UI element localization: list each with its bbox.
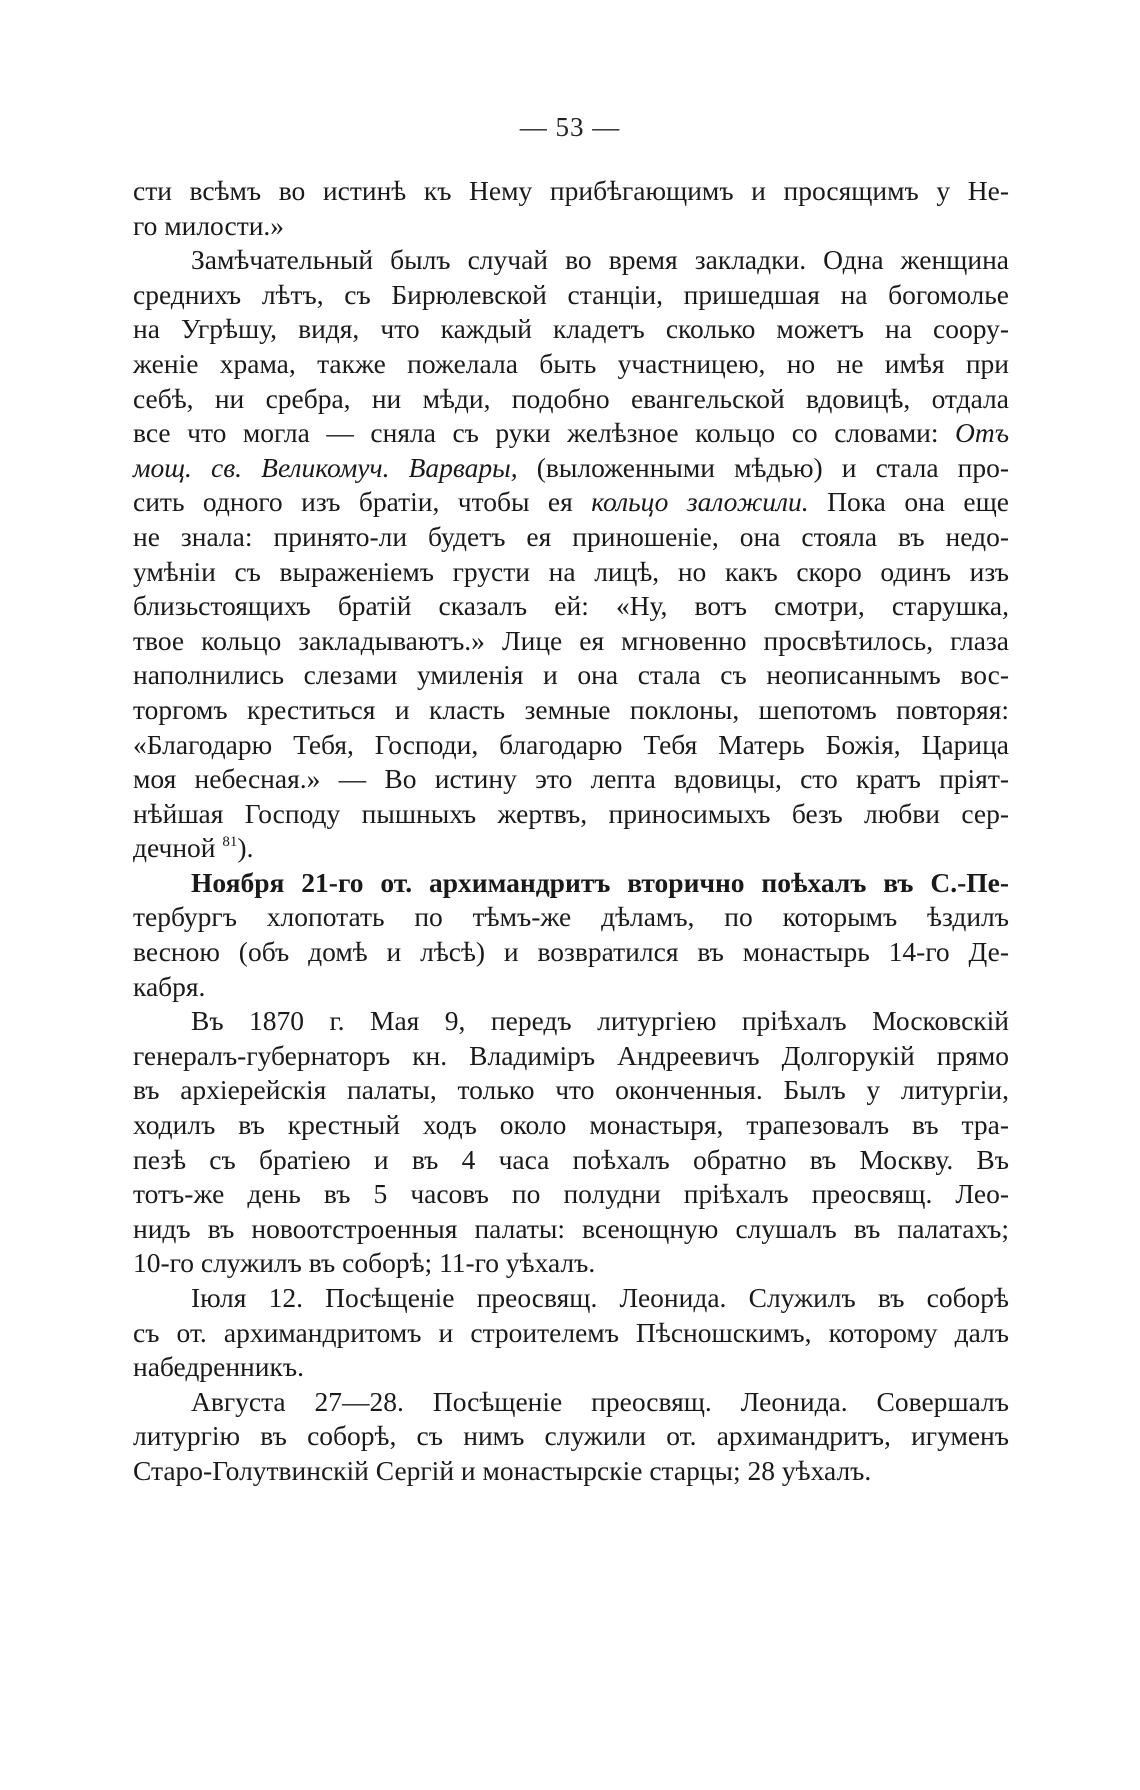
text-line: Іюля 12. Посѣщеніе преосвящ. Леонида. Служилъ въ соборѣ bbox=[191, 1282, 1009, 1313]
text-line: весною (объ домѣ и лѣсѣ) и возвратился въ монастырь 14-го Де- bbox=[133, 936, 1009, 968]
text-line: 10-го служилъ въ соборѣ; 11-го уѣхалъ. bbox=[133, 1247, 596, 1279]
page-number: — 53 — bbox=[519, 112, 621, 142]
text-line bbox=[133, 451, 1009, 486]
text-line: сти всѣмъ во истинѣ къ Нему прибѣгающимъ и просящимъ у Не- bbox=[133, 175, 1009, 206]
footnote-reference: 81 bbox=[222, 834, 238, 851]
text-line: наполнились слезами умиленія и она стала съ неописаннымъ вос- bbox=[133, 659, 1009, 691]
text-line: набедренникъ. bbox=[133, 1351, 304, 1383]
text-line: не знала: принято-ли будетъ ея приношеніе, она стояла въ недо- bbox=[133, 520, 1009, 552]
paragraph-3 bbox=[133, 866, 1009, 1004]
body-text bbox=[133, 174, 1009, 1489]
text-line: Старо-Голутвинскій Сергій и монастырскіе старцы; 28 уѣхалъ. bbox=[133, 1454, 872, 1486]
text-run: сить одного изъ братіи, чтобы ея bbox=[133, 486, 573, 518]
text-run: ). bbox=[237, 832, 254, 864]
text-line: Августа 27—28. Посѣщеніе преосвящ. Леонида. Совершалъ bbox=[191, 1385, 1009, 1417]
text-line: нидъ въ новоотстроенныя палаты: всенощную слушалъ въ палатахъ; bbox=[133, 1212, 1009, 1244]
text-line: генералъ-губернаторъ кн. Владиміръ Андреевичъ Долгорукій прямо bbox=[133, 1039, 1009, 1071]
italic-run: мощ. св. Великомуч. Варвары, bbox=[133, 451, 518, 483]
text-line: себѣ, ни сребра, ни мѣди, подобно евангельской вдовицѣ, отдала bbox=[133, 382, 1009, 414]
text-line bbox=[133, 485, 1009, 520]
paragraph-6 bbox=[133, 1385, 1009, 1489]
text-line: Въ 1870 г. Мая 9, передъ литургіею пріѣхалъ Московскій bbox=[191, 1005, 1009, 1037]
text-line: женіе храма, также пожелала быть участницею, но не имѣя при bbox=[133, 347, 1009, 379]
text-line: Замѣчательный былъ случай во время закладки. Одна женщина bbox=[191, 244, 1009, 276]
text-line: тербургъ хлопотать по тѣмъ-же дѣламъ, по которымъ ѣздилъ bbox=[133, 901, 1009, 933]
text-line: твое кольцо закладываютъ.» Лице ея мгновенно просвѣтилось, глаза bbox=[133, 624, 1009, 656]
text-line: литургію въ соборѣ, съ нимъ служили от. архимандритъ, игуменъ bbox=[133, 1420, 1009, 1452]
text-line: близьстоящихъ братій сказалъ ей: «Ну, вотъ смотри, старушка, bbox=[133, 590, 1009, 622]
text-line: кабря. bbox=[133, 970, 206, 1002]
text-line: нѣйшая Господу пышныхъ жертвъ, приносимыхъ безъ любви сер- bbox=[133, 797, 1009, 829]
paragraph-2 bbox=[133, 243, 1009, 866]
text-line: тотъ-же день въ 5 часовъ по полудни пріѣхалъ преосвящ. Лео- bbox=[133, 1178, 1009, 1210]
text-line: «Благодарю Тебя, Господи, благодарю Тебя Матерь Божія, Царица bbox=[133, 728, 1009, 760]
text-line: съ от. архимандритомъ и строителемъ Пѣсношскимъ, которому далъ bbox=[133, 1316, 1009, 1348]
text-line: моя небесная.» — Во истину это лепта вдовицы, сто кратъ пріят- bbox=[133, 763, 1009, 795]
text-line: среднихъ лѣтъ, съ Бирюлевской станціи, пришедшая на богомолье bbox=[133, 278, 1009, 310]
text-line: на Угрѣшу, видя, что каждый кладетъ сколько можетъ на соору- bbox=[133, 313, 1009, 345]
text-line: ходилъ въ крестный ходъ около монастыря, трапезовалъ въ тра- bbox=[133, 1109, 1009, 1141]
text-line: торгомъ креститься и класть земные поклоны, шепотомъ повторяя: bbox=[133, 693, 1009, 725]
italic-run: Отъ bbox=[955, 417, 1010, 449]
text-line: Ноября 21-го от. архимандритъ вторично поѣхалъ въ С.-Пе- bbox=[191, 866, 1009, 898]
text-run: дечной bbox=[133, 832, 216, 864]
text-line: умѣніи съ выраженіемъ грусти на лицѣ, но какъ скоро одинъ изъ bbox=[133, 555, 1009, 587]
text-line: го милости.» bbox=[133, 209, 285, 241]
paragraph-4 bbox=[133, 1004, 1009, 1281]
text-line bbox=[133, 831, 1009, 866]
text-run: Пока она еще bbox=[827, 486, 1010, 518]
text-line bbox=[133, 416, 1009, 451]
text-line: пезѣ съ братіею и въ 4 часа поѣхалъ обратно въ Москву. Въ bbox=[133, 1143, 1009, 1175]
paragraph-1 bbox=[133, 174, 1009, 243]
text-run: (выложенными мѣдью) и стала про- bbox=[536, 451, 1010, 483]
italic-run: кольцо заложили. bbox=[591, 486, 809, 518]
text-run: все что могла — сняла съ руки желѣзное кольцо со словами: bbox=[133, 417, 939, 449]
text-line: въ архіерейскія палаты, только что оконченныя. Былъ у литургіи, bbox=[133, 1074, 1009, 1106]
paragraph-5 bbox=[133, 1281, 1009, 1385]
